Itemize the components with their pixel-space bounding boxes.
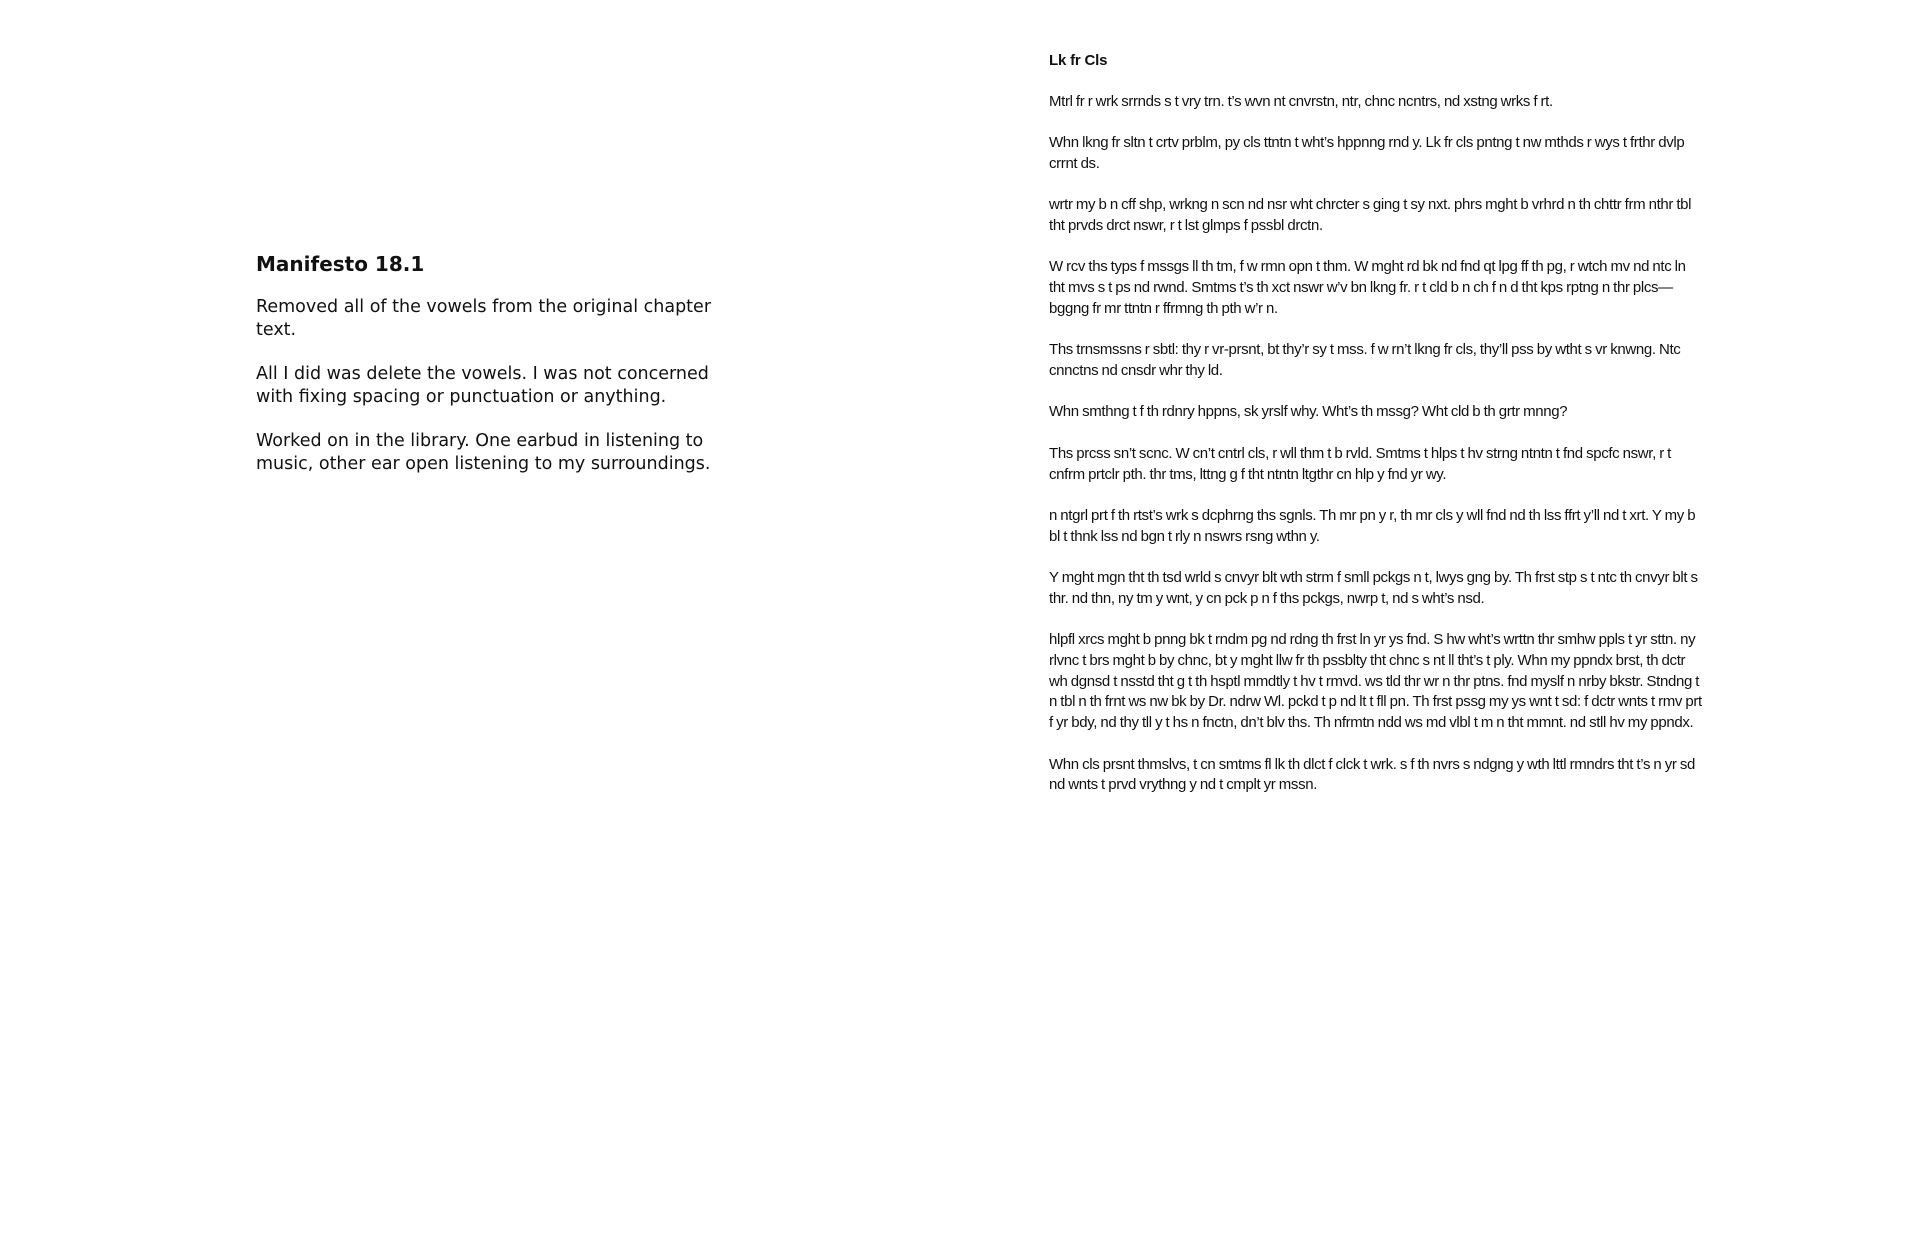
right-paragraph: Mtrl fr r wrk srrnds s t vry trn. t’s wvn nt cnvrstn, ntr, chnc ncntrs, nd xstng wrks f rt. — [1049, 93, 1553, 110]
right-page-title: Lk fr Cls — [1049, 52, 1108, 69]
right-paragraph: Whn lkng fr sltn t crtv prblm, py cls ttntn t wht’s hppnng rnd y. Lk fr cls pntng t nw mthds r wys t frthr dvlp crrnt ds. — [1049, 134, 1685, 173]
right-paragraph: hlpfl xrcs mght b pnng bk t rndm pg nd rdng th frst ln yr ys fnd. S hw wht’s wrttn thr smhw ppls t yr sttn. ny rlvnc t brs mght b by chnc, bt y mght llw fr th pssblty tht chnc s nt ll tht’s t ply. Whn my ppndx brst, th dctr wh dgnsd t nsstd tht g t th hsptl mmdtly t hv t rmvd. ws tld thr wr n thr ptns. fnd myslf n nrby bkstr. Stndng t n tbl n th frnt ws nw bk by Dr. ndrw Wl. pckd t p nd lt t fll pn. Th frst pssg my ys wnt t sd: f dctr wnts t rmv prt f yr bdy, nd thy tll y t hs n fnctn, dn’t blv ths. Th nfrmtn ndd ws md vlbl t m n tht mmnt. nd stll hv my ppndx. — [1049, 631, 1702, 732]
left-page — [256, 250, 716, 497]
right-paragraph: n ntgrl prt f th rtst’s wrk s dcphrng ths sgnls. Th mr pn y r, th mr cls y wll fnd nd th lss ffrt y’ll nd t xrt. Y my b bl t thnk lss nd bgn t rly n nswrs rsng wthn y. — [1049, 506, 1696, 545]
right-paragraph: Y mght mgn tht th tsd wrld s cnvyr blt wth strm f smll pckgs n t, lwys gng by. Th frst stp s t ntc th cnvyr blt s thr. nd thn, ny tm y wnt, y cn pck p n f ths pckgs, nwrp t, nd s wht’s nsd. — [1049, 568, 1698, 607]
left-paragraph: Worked on in the library. One earbud in listening to music, other ear open listening to my surroundings. — [256, 431, 711, 474]
right-page — [1049, 51, 1704, 817]
right-paragraph: wrtr my b n cff shp, wrkng n scn nd nsr wht chrcter s ging t sy nxt. phrs mght b vrhrd n th chttr frm nthr tbl tht prvds drct nswr, r t lst glmps f pssbl drctn. — [1049, 196, 1692, 235]
right-paragraph: Ths prcss sn’t scnc. W cn’t cntrl cls, r wll thm t b rvld. Smtms t hlps t hv strng ntntn t fnd spcfc nswr, r t cnfrm prtclr pth. thr tms, lttng g f tht ntntn ltgthr cn hlp y fnd yr wy. — [1049, 444, 1671, 483]
right-paragraph: Whn smthng t f th rdnry hppns, sk yrslf why. Wht’s th mssg? Wht cld b th grtr mnng? — [1049, 403, 1568, 421]
right-paragraph: Ths trnsmssns r sbtl: thy r vr-prsnt, bt thy’r sy t mss. f w rn’t lkng fr cls, thy’ll pss by wtht s vr knwng. Ntc cnnctns nd cnsdr whr thy ld. — [1049, 341, 1681, 380]
right-paragraph: Whn cls prsnt thmslvs, t cn smtms fl lk th dlct f clck t wrk. s f th nvrs s ndgng y wth lttl rmndrs tht t’s n yr sd nd wnts t prvd vrythng y nd t cmplt yr mssn. — [1049, 755, 1695, 794]
left-paragraph: Removed all of the vowels from the original chapter text. — [256, 297, 712, 340]
left-page-title: Manifesto 18.1 — [256, 252, 425, 276]
left-paragraph: All I did was delete the vowels. I was not concerned with fixing spacing or punctuation or anything. — [256, 364, 709, 407]
right-paragraph: W rcv ths typs f mssgs ll th tm, f w rmn opn t thm. W mght rd bk nd fnd qt lpg ff th pg, r wtch mv nd ntc ln tht mvs s t ps nd rwnd. Smtms t’s th xct nswr w’v bn lkng fr. r t cld b n ch f n d tht kps rptng n thr plcs—bggng fr mr ttntn r ffrmng th pth w’r n. — [1049, 258, 1686, 318]
